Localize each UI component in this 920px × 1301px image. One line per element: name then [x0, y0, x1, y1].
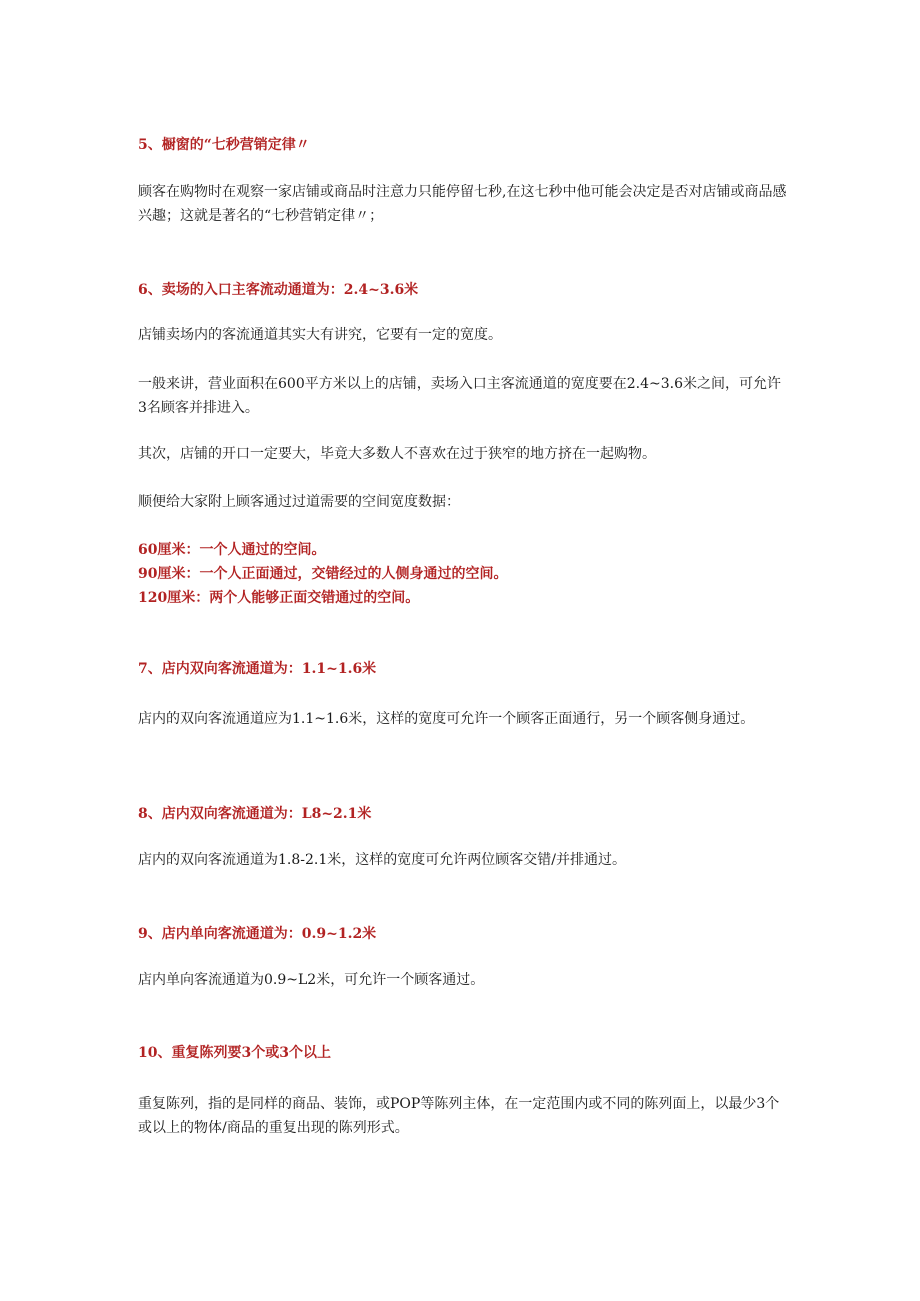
width-data-list — [138, 538, 788, 610]
section-10-paragraph: 重复陈列，指的是同样的商品、装饰，或POP等陈列主体，在一定范围内或不同的陈列面上，以最少3个或以上的物体/商品的重复出现的陈列形式。 — [138, 1096, 780, 1136]
section-6-paragraph-4: 顺便给大家附上顾客通过过道需要的空间宽度数据： — [138, 494, 460, 510]
width-data-item: 120厘米：两个人能够正面交错通过的空间。 — [138, 590, 420, 606]
section-7-paragraph: 店内的双向客流通道应为1.1~1.6米，这样的宽度可允许一个顾客正面通行，另一个顾客侧身通过。 — [138, 711, 755, 727]
width-data-item: 60厘米：一个人通过的空间。 — [138, 542, 326, 558]
section-6-heading: 6、卖场的入口主客流动通道为：2.4~3.6米 — [138, 282, 419, 298]
section-10-heading: 10、重复陈列要3个或3个以上 — [138, 1045, 331, 1061]
section-5-paragraph: 顾客在购物时在观察一家店铺或商品时注意力只能停留七秒,在这七秒中他可能会决定是否对店铺或商品感兴趣；这就是著名的“七秒营销定律〃； — [138, 184, 787, 224]
section-8-paragraph: 店内的双向客流通道为1.8-2.1米，这样的宽度可允许两位顾客交错/并排通过。 — [138, 852, 626, 868]
section-5-heading: 5、橱窗的“七秒营销定律〃 — [138, 137, 310, 153]
section-6-paragraph-3: 其次，店铺的开口一定要大，毕竟大多数人不喜欢在过于狭窄的地方挤在一起购物。 — [138, 446, 656, 462]
section-7-heading: 7、店内双向客流通道为：1.1~1.6米 — [138, 661, 377, 677]
section-6-paragraph-1: 店铺卖场内的客流通道其实大有讲究，它要有一定的宽度。 — [138, 327, 502, 343]
section-9-paragraph: 店内单向客流通道为0.9~L2米，可允许一个顾客通过。 — [138, 972, 485, 988]
width-data-item: 90厘米：一个人正面通过，交错经过的人侧身通过的空间。 — [138, 566, 508, 582]
section-9-heading: 9、店内单向客流通道为：0.9~1.2米 — [138, 926, 377, 942]
section-6-paragraph-2: 一般来讲，营业面积在600平方米以上的店铺，卖场入口主客流通道的宽度要在2.4~3.6米之间，可允许3名顾客并排进入。 — [138, 376, 781, 416]
section-8-heading: 8、店内双向客流通道为：L8~2.1米 — [138, 806, 372, 822]
